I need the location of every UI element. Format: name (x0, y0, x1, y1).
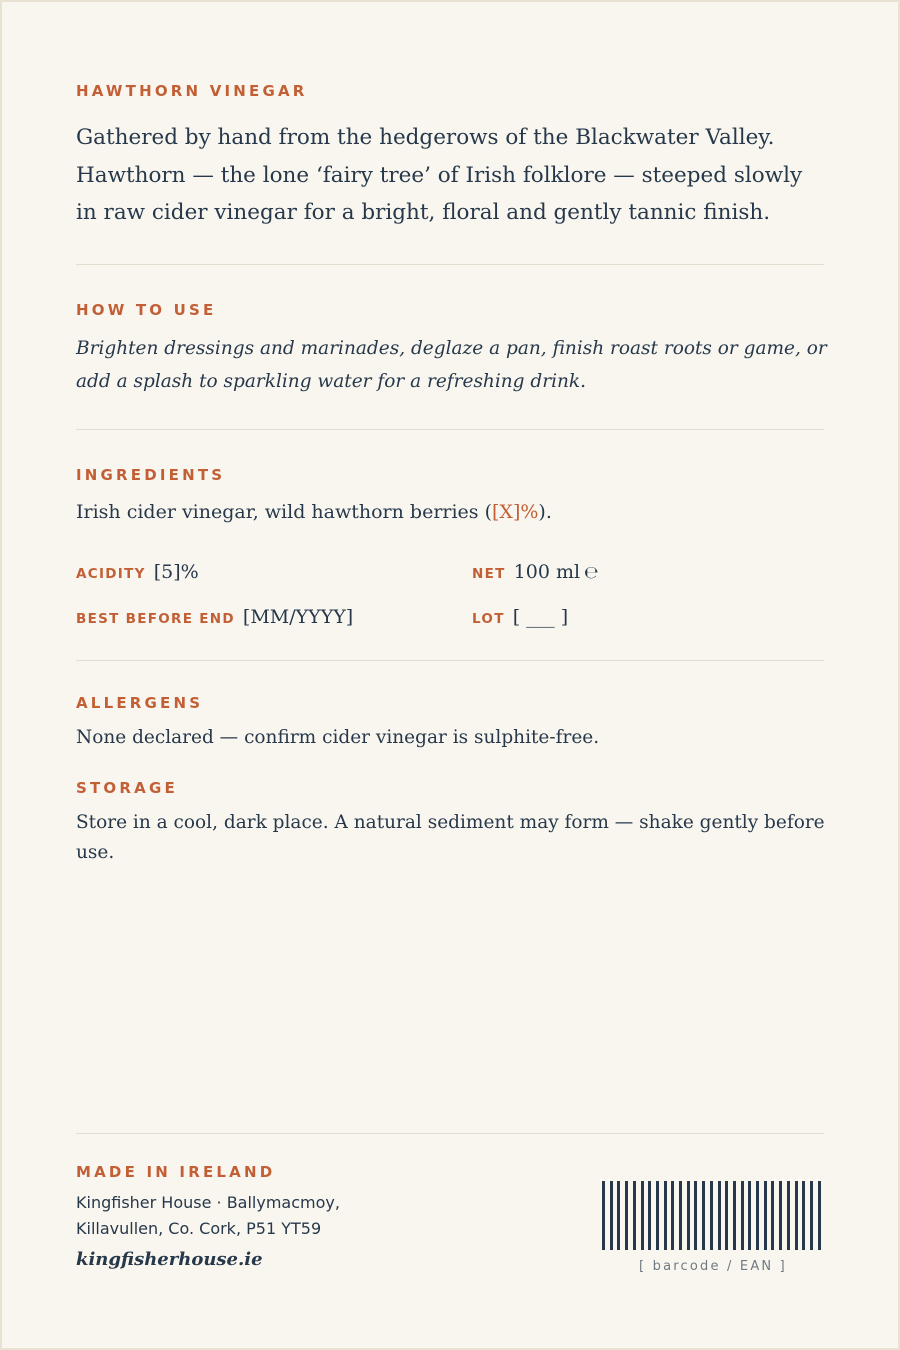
estimated-sign-icon: ℮ (584, 563, 599, 583)
best-before-label: BEST BEFORE END (76, 611, 235, 627)
ingredients-text-start: Irish cider vinegar, wild hawthorn berries ( (76, 501, 493, 523)
lot-label: LOT (472, 611, 505, 627)
divider (76, 660, 824, 661)
barcode-bar (779, 1181, 782, 1250)
divider (76, 429, 824, 430)
barcode-bar (664, 1181, 667, 1250)
product-description: Gathered by hand from the hedgerows of the Blackwater Valley. Hawthorn — the lone ‘fairy tree’ of Irish folklore — steeped slowly in raw cider vinegar for a bright, floral and gently tannic finish. (76, 125, 803, 225)
barcode-bar (802, 1181, 805, 1250)
barcode-bar (656, 1181, 659, 1250)
net-label: NET (472, 566, 506, 582)
barcode-bar (702, 1181, 705, 1250)
barcode-bar (625, 1181, 628, 1250)
barcode-bar (725, 1181, 728, 1250)
barcode-label: [ barcode / EAN ] (639, 1259, 787, 1274)
barcode-bar (602, 1181, 605, 1250)
ingredients-text-end: ). (538, 501, 552, 523)
barcode-bar (771, 1181, 774, 1250)
divider (76, 1133, 824, 1134)
acidity-label: ACIDITY (76, 566, 146, 582)
barcode-bar (741, 1181, 744, 1250)
ingredients-text (76, 496, 552, 528)
label-content (76, 2, 827, 1348)
hawthorn-percent: [X]% (492, 501, 539, 523)
producer-address (76, 1190, 340, 1241)
origin-heading: MADE IN IRELAND (76, 1163, 276, 1181)
acidity-spec (76, 561, 199, 583)
barcode-bar (617, 1181, 620, 1250)
barcode-bar (756, 1181, 759, 1250)
barcode-bar (733, 1181, 736, 1250)
barcode-bar (694, 1181, 697, 1250)
barcode-bar (641, 1181, 644, 1250)
barcode-bar (687, 1181, 690, 1250)
allergens-text: None declared — confirm cider vinegar is sulphite-free. (76, 727, 600, 748)
address-line: Killavullen, Co. Cork, P51 YT59 (76, 1218, 322, 1238)
barcode-bar (671, 1181, 674, 1250)
barcode-bar (710, 1181, 713, 1250)
barcode-bar (679, 1181, 682, 1250)
divider (76, 264, 824, 265)
barcode-bar (633, 1181, 636, 1250)
barcode-bar (748, 1181, 751, 1250)
storage-heading: STORAGE (76, 779, 178, 797)
product-name: HAWTHORN VINEGAR (76, 82, 308, 100)
how-to-use-text: Brighten dressings and marinades, deglaze a pan, finish roast roots or game, or add a splash to sparkling water for a refreshing drink. (76, 338, 827, 392)
barcode-bar (718, 1181, 721, 1250)
address-line: Kingfisher House · Ballymacmoy, (76, 1193, 340, 1212)
best-before-spec (76, 606, 353, 628)
acidity-value: [5]% (153, 561, 199, 583)
how-to-use-heading: HOW TO USE (76, 301, 217, 319)
barcode-bar (795, 1181, 798, 1250)
net-value: 100 ml (513, 561, 581, 583)
barcode-bar (648, 1181, 651, 1250)
storage-text: Store in a cool, dark place. A natural sediment may form — shake gently before use. (76, 812, 825, 863)
barcode-bar (810, 1181, 813, 1250)
best-before-value: [MM/YYYY] (242, 606, 354, 628)
ingredients-heading: INGREDIENTS (76, 466, 226, 484)
allergens-heading: ALLERGENS (76, 694, 204, 712)
barcode-bar (764, 1181, 767, 1250)
barcode-bar (610, 1181, 613, 1250)
barcode-placeholder (602, 1181, 824, 1250)
lot-spec (472, 606, 568, 628)
net-volume-spec (472, 561, 599, 583)
lot-value: [ ___ ] (512, 606, 569, 628)
website-link[interactable]: kingfisherhouse.ie (76, 1249, 263, 1270)
barcode-bar (818, 1181, 821, 1250)
barcode-bar (787, 1181, 790, 1250)
